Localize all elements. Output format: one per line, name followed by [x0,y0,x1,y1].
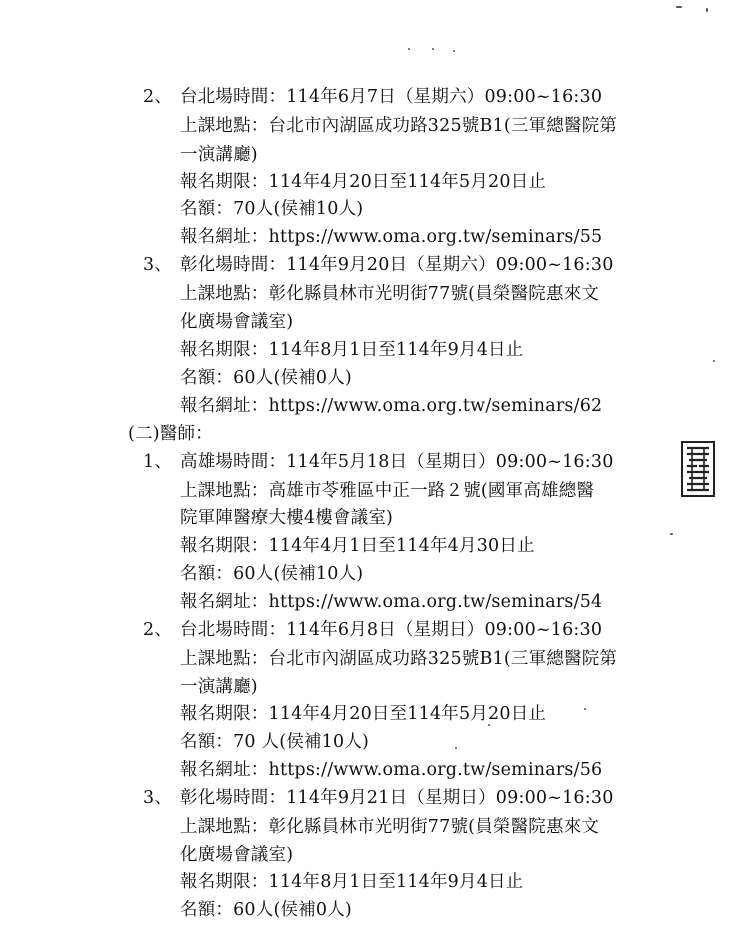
scan-speck [455,747,457,749]
registration-url[interactable]: 報名網址：https://www.oma.org.tw/seminars/62 [180,396,603,416]
registration-url[interactable]: 報名網址：https://www.oma.org.tw/seminars/55 [180,227,603,247]
registration-deadline: 報名期限：114年4月20日至114年5月20日止 [180,704,547,724]
registration-url[interactable]: 報名網址：https://www.oma.org.tw/seminars/56 [180,760,603,780]
scan-speck [408,48,410,50]
session-quota: 名額：60人(侯補0人) [180,900,352,920]
registration-deadline: 報名期限：114年8月1日至114年9月4日止 [180,340,524,360]
session-location-cont: 化廣場會議室) [180,312,294,332]
scan-speck [670,533,673,535]
session-location-cont: 一演講廳) [180,145,258,165]
scan-speck [432,48,434,50]
section-heading: (二)醫師： [128,424,213,444]
session-location: 上課地點：台北市內湖區成功路325號B1(三軍總醫院第 [180,649,618,669]
session-location: 上課地點：彰化縣員林市光明街77號(員榮醫院惠來文 [180,284,600,304]
session-time: 高雄場時間：114年5月18日（星期日）09:00~16:30 [180,452,614,472]
session-quota: 名額：60人(侯補0人) [180,368,352,388]
scan-speck [713,360,715,362]
session-time: 彰化場時間：114年9月21日（星期日）09:00~16:30 [180,788,614,808]
session-location-cont: 一演講廳) [180,677,258,697]
scan-speck [584,708,586,710]
session-time: 台北場時間：114年6月7日（星期六）09:00~16:30 [180,87,603,107]
session-quota: 名額：70人(侯補10人) [180,199,364,219]
session-location-cont: 化廣場會議室) [180,845,294,865]
session-location: 上課地點：高雄市苓雅區中正一路２號(國軍高雄總醫 [180,481,595,501]
item-number: 1、 [143,452,173,472]
session-location: 上課地點：台北市內湖區成功路325號B1(三軍總醫院第 [180,116,618,136]
item-number: 2、 [143,87,173,107]
session-quota: 名額：70 人(侯補10人) [180,732,370,752]
scan-speck [676,6,682,8]
session-time: 台北場時間：114年6月8日（星期日）09:00~16:30 [180,620,603,640]
scan-speck [453,50,455,52]
item-number: 3、 [143,788,173,808]
item-number: 3、 [143,255,173,275]
registration-url[interactable]: 報名網址：https://www.oma.org.tw/seminars/54 [180,592,603,612]
scan-speck [488,724,490,726]
session-time: 彰化場時間：114年9月20日（星期六）09:00~16:30 [180,255,614,275]
registration-deadline: 報名期限：114年4月1日至114年4月30日止 [180,536,535,556]
seal-stamp-icon [680,440,716,498]
session-location: 上課地點：彰化縣員林市光明街77號(員榮醫院惠來文 [180,817,600,837]
scan-speck [706,8,708,12]
session-location-cont: 院軍陣醫療大樓4樓會議室) [180,508,394,528]
item-number: 2、 [143,620,173,640]
registration-deadline: 報名期限：114年4月20日至114年5月20日止 [180,172,547,192]
registration-deadline: 報名期限：114年8月1日至114年9月4日止 [180,872,524,892]
session-quota: 名額：60人(侯補10人) [180,564,364,584]
